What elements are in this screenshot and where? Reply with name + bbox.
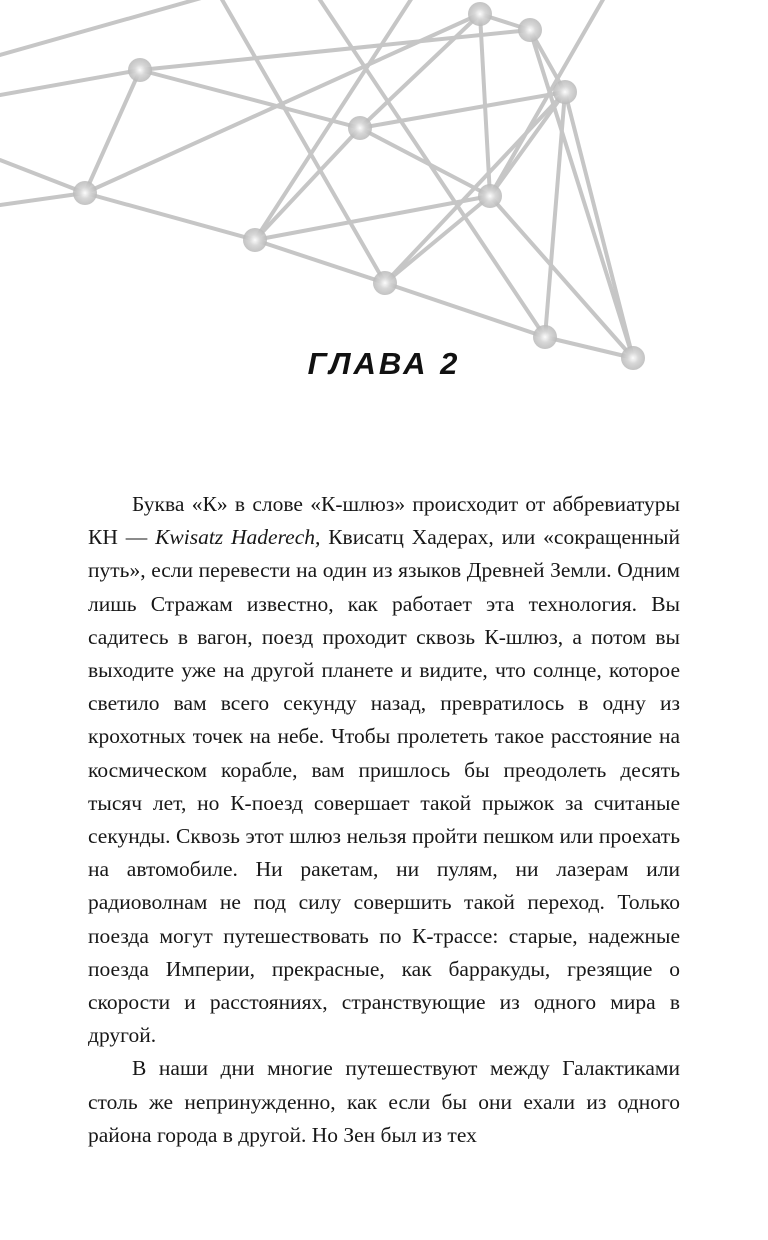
text-run: Квисатц Хадерах, или «сокращенный путь», если перевести на один из языков Древней Земли. Одним лишь Стражам известно, как работает эта технология. Вы садитесь в вагон, поезд проходит сквозь К-шлюз, а потом вы выходите уже на другой планете и видите, что солнце, которое светило вам всего секунду назад, превратилось в одну из крохотных точек на небе. Чтобы пролететь такое расстояние на космическом корабле, вам пришлось бы преодолеть десять тысяч лет, но К-поезд совершает такой прыжок за считаные секунды. Сквозь этот шлюз нельзя пройти пешком или проехать на автомобиле. Ни ракетам, ни пулям, ни лазерам или радиоволнам не под силу совершить такой переход. Только поезда могут путешествовать по К-трассе: старые, надежные поезда Империи, прекрасные, как барракуды, грезящие о скорости и расстояниях, странствующие из одного мира в другой.	[88, 525, 680, 1048]
constellation-lines	[0, 0, 633, 358]
text-run-italic: Kwisatz Haderech,	[155, 525, 321, 550]
text-run: В наши дни многие путешествуют между Галактиками столь же непринужденно, как если бы они ехали из одного района города в другой. Но Зен был из тех	[88, 1056, 680, 1147]
paragraph-2	[88, 1052, 680, 1152]
text-run: Буква «К» в слове «К-шлюз» происходит от аббревиатуры КН —	[88, 492, 680, 550]
chapter-heading: ГЛАВА 2	[307, 345, 461, 381]
body-text	[88, 488, 680, 1152]
paragraph-1	[88, 488, 680, 1052]
constellation-nodes	[73, 2, 645, 370]
constellation-graphic	[0, 0, 768, 400]
